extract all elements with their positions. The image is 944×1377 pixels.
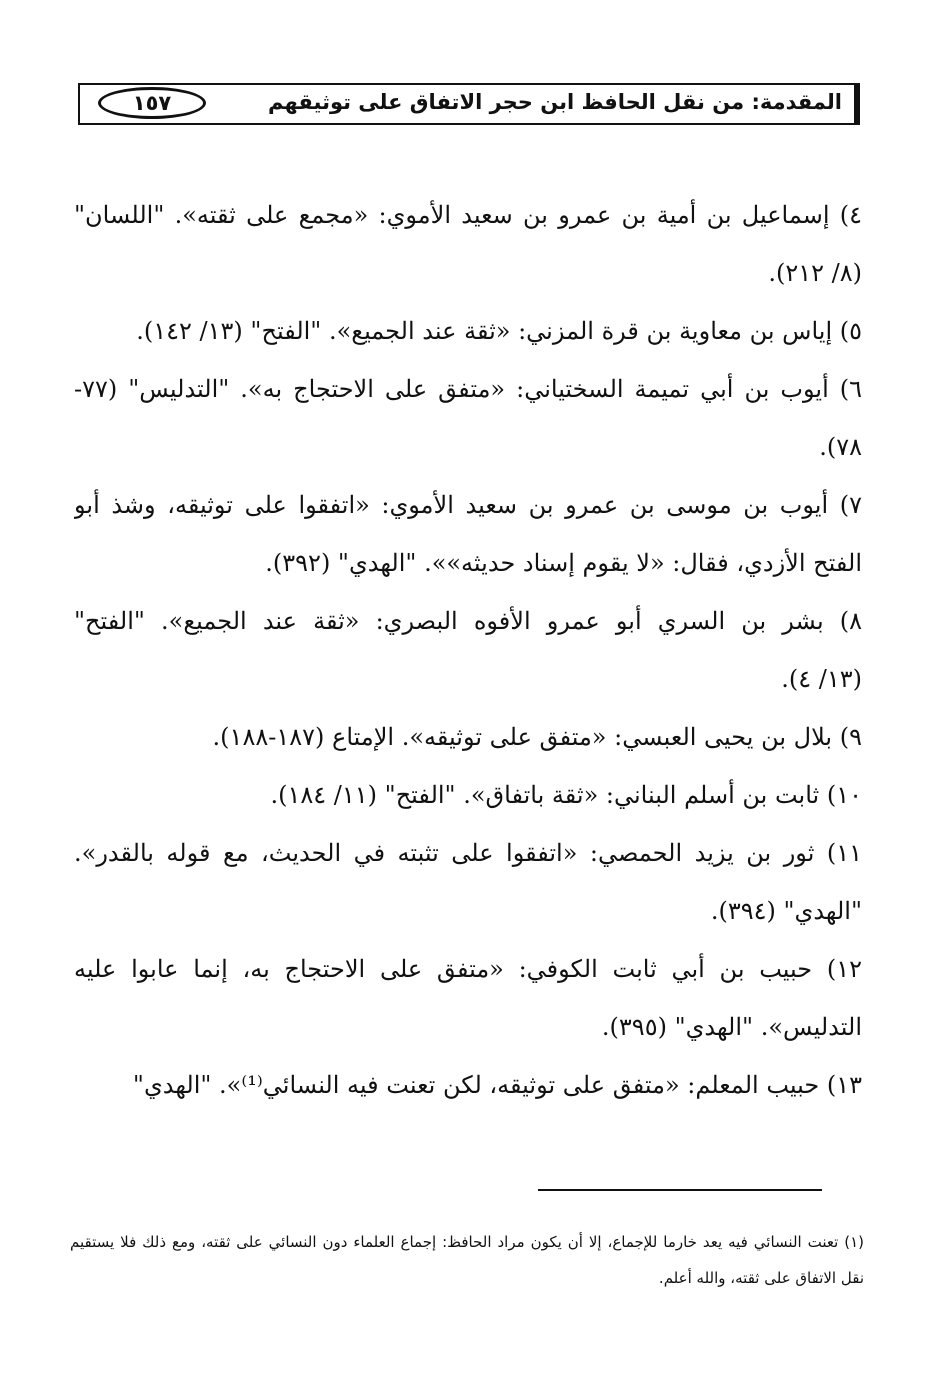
entry-line: ٨) بشر بن السري أبو عمرو الأفوه البصري: «ثقة عند الجميع». "الفتح" bbox=[74, 607, 862, 635]
entry-line: ٩) بلال بن يحيى العبسي: «متفق على توثيقه». الإمتاع (١٨٧-١٨٨). bbox=[212, 723, 862, 751]
entry-paragraph bbox=[74, 302, 862, 360]
entry-line: (٨/ ٢١٢). bbox=[768, 259, 862, 287]
entry-paragraph bbox=[74, 708, 862, 766]
entry-line: ٦) أيوب بن أبي تميمة السختياني: «متفق على الاحتجاج به». "التدليس" (٧٧- bbox=[74, 375, 862, 403]
entry-line: ٧٨). bbox=[819, 433, 862, 461]
footnote-line: (١) تعنت النسائي فيه يعد خارما للإجماع، إلا أن يكون مراد الحافظ: إجماع العلماء دون النسائي على ثقته، ومع ذلك فلا يستقيم bbox=[70, 1233, 864, 1251]
entry-line: ١٠) ثابت بن أسلم البناني: «ثقة باتفاق». "الفتح" (١١/ ١٨٤). bbox=[270, 781, 862, 809]
entry-line: ٧) أيوب بن موسى بن عمرو بن سعيد الأموي: «اتفقوا على توثيقه، وشذ أبو bbox=[74, 491, 862, 519]
entry-line: ٥) إياس بن معاوية بن قرة المزني: «ثقة عند الجميع». "الفتح" (١٣/ ١٤٢). bbox=[136, 317, 862, 345]
entry-line: "الهدي" (٣٩٤). bbox=[710, 897, 862, 925]
entry-line: ١٢) حبيب بن أبي ثابت الكوفي: «متفق على الاحتجاج به، إنما عابوا عليه bbox=[74, 955, 862, 983]
entry-paragraph bbox=[74, 476, 862, 592]
entry-paragraph bbox=[74, 360, 862, 476]
footnote-separator bbox=[538, 1189, 822, 1191]
entry-paragraph bbox=[74, 186, 862, 302]
entry-paragraph bbox=[74, 824, 862, 940]
entry-paragraph bbox=[74, 1056, 862, 1114]
header-title: المقدمة: من نقل الحافظ ابن حجر الاتفاق على توثيقهم bbox=[268, 90, 842, 114]
entry-line: (١٣/ ٤). bbox=[781, 665, 862, 693]
footnote-line: نقل الاتفاق على ثقته، والله أعلم. bbox=[658, 1269, 864, 1287]
entry-paragraph bbox=[74, 592, 862, 708]
page-number-badge: ١٥٧ bbox=[98, 87, 206, 119]
entry-line: ١١) ثور بن يزيد الحمصي: «اتفقوا على تثبته في الحديث، مع قوله بالقدر». bbox=[74, 839, 862, 867]
running-header bbox=[78, 83, 860, 125]
main-text bbox=[74, 186, 862, 1114]
footnote bbox=[70, 1224, 864, 1296]
entry-line: ١٣) حبيب المعلم: «متفق على توثيقه، لكن تعنت فيه النسائي⁽¹⁾». "الهدي" bbox=[132, 1071, 862, 1099]
entry-paragraph bbox=[74, 766, 862, 824]
entry-line: التدليس». "الهدي" (٣٩٥). bbox=[601, 1013, 862, 1041]
entry-line: الفتح الأزدي، فقال: «لا يقوم إسناد حديثه»». "الهدي" (٣٩٢). bbox=[265, 549, 862, 577]
entry-line: ٤) إسماعيل بن أمية بن عمرو بن سعيد الأموي: «مجمع على ثقته». "اللسان" bbox=[74, 201, 862, 229]
entry-paragraph bbox=[74, 940, 862, 1056]
